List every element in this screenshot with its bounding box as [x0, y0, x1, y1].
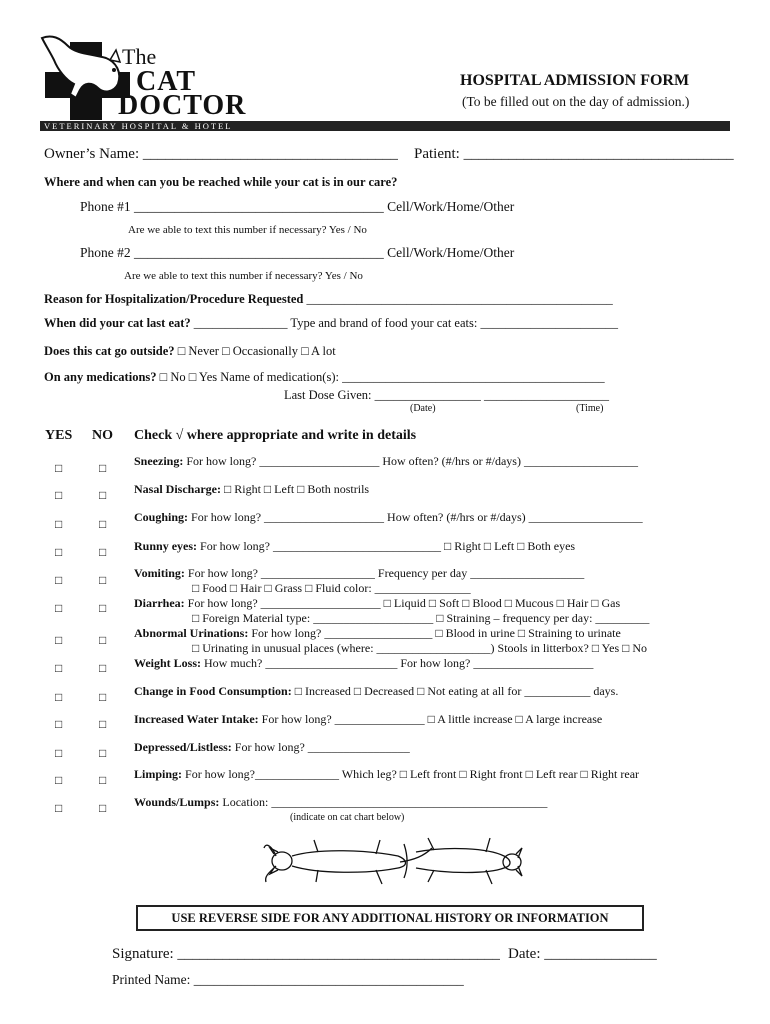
dose-time-caption: (Time): [576, 403, 604, 414]
yes-checkbox[interactable]: □: [55, 461, 63, 475]
checklist-item-name: Abnormal Urinations:: [134, 626, 252, 640]
yes-checkbox[interactable]: □: [55, 690, 63, 704]
patient-field[interactable]: Patient: ____________________________________: [414, 146, 734, 162]
no-header: NO: [92, 428, 113, 443]
no-checkbox[interactable]: □: [99, 801, 107, 815]
checklist-item-detail[interactable]: □ Right □ Left □ Both nostrils: [224, 482, 370, 496]
no-checkbox[interactable]: □: [99, 601, 107, 615]
checklist-item[interactable]: [192, 581, 471, 596]
checklist-item-name: Limping:: [134, 767, 186, 781]
form-subtitle: (To be filled out on the day of admission.): [462, 94, 690, 109]
date-field[interactable]: Date: _______________: [508, 946, 657, 962]
checklist-item[interactable]: [134, 656, 593, 671]
form-title: HOSPITAL ADMISSION FORM: [460, 72, 690, 89]
checklist-item-name: Weight Loss:: [134, 656, 205, 670]
yes-checkbox[interactable]: □: [55, 517, 63, 531]
checklist-item-name: Increased Water Intake:: [134, 712, 262, 726]
checklist-item-detail[interactable]: □ Urinating in unusual places (where: ___________________) Stools in litterbox? □ Yes □ No: [192, 641, 648, 655]
medications-row[interactable]: [44, 370, 605, 385]
printed-name-field[interactable]: Printed Name: ________________________________________: [112, 972, 464, 987]
checklist-item[interactable]: [134, 795, 547, 810]
text1-question[interactable]: Are we able to text this number if necessary? Yes / No: [128, 224, 367, 236]
phone1-field[interactable]: Phone #1 _____________________________________ Cell/Work/Home/Other: [80, 199, 515, 214]
checklist-item[interactable]: [134, 539, 575, 554]
last-eat-row[interactable]: [44, 316, 618, 331]
checklist-item-detail[interactable]: How much? ______________________ For how long? ____________________: [204, 656, 594, 670]
checklist-item[interactable]: [134, 626, 621, 641]
checklist-item[interactable]: [134, 684, 618, 699]
yes-checkbox[interactable]: □: [55, 633, 63, 647]
cat-body-chart[interactable]: [258, 826, 528, 896]
checklist-item-detail[interactable]: □ Foreign Material type: ____________________ □ Straining – frequency per day: _________: [192, 611, 650, 625]
checklist-item-name: Coughing:: [134, 510, 192, 524]
yes-checkbox[interactable]: □: [55, 545, 63, 559]
no-checkbox[interactable]: □: [99, 746, 107, 760]
no-checkbox[interactable]: □: [99, 517, 107, 531]
checklist-item-name: Wounds/Lumps:: [134, 795, 223, 809]
checklist-item-name: Diarrhea:: [134, 596, 188, 610]
yes-checkbox[interactable]: □: [55, 661, 63, 675]
last-dose-field[interactable]: Last Dose Given: _________________ ____________________: [284, 388, 609, 402]
checklist-item[interactable]: [134, 596, 620, 611]
owner-name-field[interactable]: Owner’s Name: __________________________________: [44, 146, 398, 162]
checklist-heading: Check √ where appropriate and write in details: [134, 428, 417, 443]
no-checkbox[interactable]: □: [99, 717, 107, 731]
logo-cat: CAT: [136, 66, 197, 97]
reach-question: Where and when can you be reached while your cat is in our care?: [44, 175, 398, 189]
checklist-item-name: Depressed/Listless:: [134, 740, 235, 754]
reverse-side-notice: USE REVERSE SIDE FOR ANY ADDITIONAL HISTORY OR INFORMATION: [136, 905, 644, 931]
checklist-item-detail[interactable]: □ Food □ Hair □ Grass □ Fluid color: ________________: [192, 581, 471, 595]
yes-checkbox[interactable]: □: [55, 746, 63, 760]
logo-doctor: DOCTOR: [118, 90, 247, 121]
reason-label: Reason for Hospitalization/Procedure Requested: [44, 292, 304, 306]
checklist-item-name: Runny eyes:: [134, 539, 201, 553]
checklist-item-detail[interactable]: For how long? ____________________ How often? (#/hrs or #/days) ___________________: [191, 510, 643, 524]
checklist-item[interactable]: [134, 482, 369, 497]
checklist-item-name: Nasal Discharge:: [134, 482, 224, 496]
checklist-item-name: Change in Food Consumption:: [134, 684, 295, 698]
yes-checkbox[interactable]: □: [55, 573, 63, 587]
reason-line[interactable]: _________________________________________________: [306, 292, 613, 306]
outside-label: Does this cat go outside?: [44, 344, 175, 358]
medications-fields[interactable]: □ No □ Yes Name of medication(s): __________________________________________: [159, 370, 605, 384]
checklist-item-detail[interactable]: For how long? ____________________ How often? (#/hrs or #/days) ___________________: [186, 454, 638, 468]
no-checkbox[interactable]: □: [99, 690, 107, 704]
yes-checkbox[interactable]: □: [55, 601, 63, 615]
checklist-item-detail[interactable]: For how long?______________ Which leg? □ Left front □ Right front □ Left rear □ Right rear: [185, 767, 640, 781]
checklist-item-detail[interactable]: For how long? __________________ □ Blood in urine □ Straining to urinate: [251, 626, 621, 640]
checklist-item[interactable]: [134, 712, 602, 727]
last-eat-label: When did your cat last eat?: [44, 316, 191, 330]
yes-checkbox[interactable]: □: [55, 488, 63, 502]
checklist-item-detail[interactable]: For how long? _________________: [234, 740, 410, 754]
no-checkbox[interactable]: □: [99, 545, 107, 559]
checklist-item-detail[interactable]: For how long? ____________________________ □ Right □ Left □ Both eyes: [200, 539, 576, 553]
outside-row[interactable]: [44, 344, 336, 359]
phone2-field[interactable]: Phone #2 _____________________________________ Cell/Work/Home/Other: [80, 245, 515, 260]
reason-row[interactable]: [44, 292, 613, 307]
checklist-item[interactable]: [192, 611, 649, 626]
cat-outline-right: [404, 838, 522, 884]
checklist-item[interactable]: [192, 641, 647, 656]
no-checkbox[interactable]: □: [99, 773, 107, 787]
logo-the: The: [122, 44, 157, 69]
signature-field[interactable]: Signature: ___________________________________________: [112, 946, 500, 962]
banner-text: VETERINARY HOSPITAL & HOTEL: [44, 121, 233, 131]
checklist-item[interactable]: [134, 740, 410, 755]
checklist-item-name: Sneezing:: [134, 454, 187, 468]
yes-checkbox[interactable]: □: [55, 717, 63, 731]
no-checkbox[interactable]: □: [99, 488, 107, 502]
checklist-item[interactable]: [134, 767, 639, 782]
checklist-item[interactable]: [134, 454, 638, 469]
checklist-item-detail[interactable]: □ Increased □ Decreased □ Not eating at all for ___________ days.: [294, 684, 619, 698]
yes-checkbox[interactable]: □: [55, 773, 63, 787]
yes-checkbox[interactable]: □: [55, 801, 63, 815]
chart-note: (indicate on cat chart below): [290, 812, 405, 823]
no-checkbox[interactable]: □: [99, 633, 107, 647]
yes-header: YES: [45, 428, 73, 443]
checklist-item-detail[interactable]: For how long? ____________________ □ Liquid □ Soft □ Blood □ Mucous □ Hair □ Gas: [187, 596, 621, 610]
medications-label: On any medications?: [44, 370, 157, 384]
checklist-item-detail[interactable]: For how long? _______________ □ A little increase □ A large increase: [261, 712, 603, 726]
last-eat-fields[interactable]: _______________ Type and brand of food your cat eats: ______________________: [193, 316, 618, 330]
no-checkbox[interactable]: □: [99, 461, 107, 475]
text2-question[interactable]: Are we able to text this number if necessary? Yes / No: [124, 270, 363, 282]
no-checkbox[interactable]: □: [99, 661, 107, 675]
checklist-item-detail[interactable]: For how long? ___________________ Frequency per day ___________________: [187, 566, 585, 580]
checklist-item[interactable]: [134, 510, 643, 525]
checklist-item-name: Vomiting:: [134, 566, 188, 580]
checklist-item[interactable]: [134, 566, 584, 581]
no-checkbox[interactable]: □: [99, 573, 107, 587]
outside-options[interactable]: □ Never □ Occasionally □ A lot: [177, 344, 336, 358]
checklist-item-detail[interactable]: Location: ______________________________________________: [222, 795, 548, 809]
dose-date-caption: (Date): [410, 403, 436, 414]
